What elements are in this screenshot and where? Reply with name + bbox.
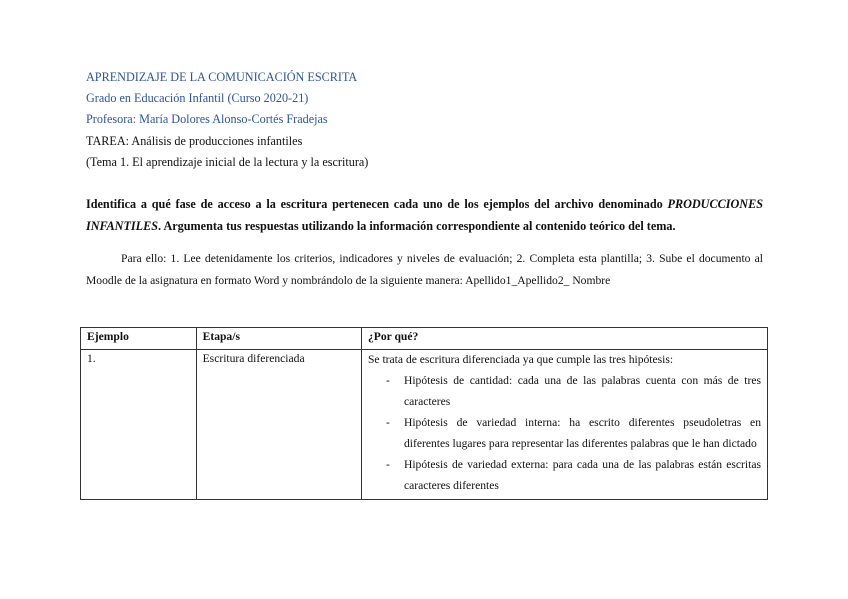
list-item xyxy=(368,412,761,454)
instruction-paragraph xyxy=(86,194,763,237)
reasons-list xyxy=(368,370,761,496)
instruction-file-name: PRODUCCIONES INFANTILES xyxy=(86,197,763,233)
cell-example: 1. xyxy=(81,350,197,500)
cell-why xyxy=(361,350,767,500)
topic-line: (Tema 1. El aprendizaje inicial de la lectura y la escritura) xyxy=(86,154,369,169)
table-row xyxy=(81,350,768,500)
course-title: APRENDIZAJE DE LA COMUNICACIÓN ESCRITA xyxy=(86,70,358,84)
column-header-why: ¿Por qué? xyxy=(361,328,767,350)
dash-bullet: - xyxy=(385,458,390,471)
list-item xyxy=(368,454,761,496)
instruction-text-end: . Argumenta tus respuestas utilizando la información correspondiente al contenido teórico del tema. xyxy=(158,218,676,233)
document-header xyxy=(86,69,368,175)
instruction-text-start: Identifica a qué fase de acceso a la escritura pertenecen cada uno de los ejemplos del archivo denominado xyxy=(86,197,668,211)
steps-paragraph: Para ello: 1. Lee detenidamente los criterios, indicadores y niveles de evaluación; 2. Completa esta plantilla; 3. Sube el documento al Moodle de la asignatura en formato Word y nombrándolo de la siguiente manera: Apellido1_Apellido2_ Nombre xyxy=(86,252,763,287)
reason-text: Hipótesis de variedad interna: ha escrito diferentes pseudoletras en diferentes lugares para representar las diferentes palabras que le han dictado xyxy=(403,416,761,450)
task-line: TAREA: Análisis de producciones infantiles xyxy=(86,133,303,148)
reason-text: Hipótesis de cantidad: cada una de las palabras cuenta con más de tres caracteres xyxy=(403,374,761,408)
table-header-row xyxy=(81,328,768,350)
answer-table xyxy=(80,327,768,500)
reason-text: Hipótesis de variedad externa: para cada una de las palabras están escritas caracteres diferentes xyxy=(403,458,761,492)
dash-bullet: - xyxy=(385,374,390,387)
cell-stage: Escritura diferenciada xyxy=(196,350,361,500)
column-header-stage: Etapa/s xyxy=(196,328,361,350)
degree-line: Grado en Educación Infantil (Curso 2020-21) xyxy=(86,91,309,106)
dash-bullet: - xyxy=(385,416,390,429)
professor-line: Profesora: María Dolores Alonso-Cortés Fradejas xyxy=(86,112,328,127)
column-header-example: Ejemplo xyxy=(81,328,197,350)
why-intro: Se trata de escritura diferenciada ya que cumple las tres hipótesis: xyxy=(367,353,674,366)
list-item xyxy=(368,370,761,412)
